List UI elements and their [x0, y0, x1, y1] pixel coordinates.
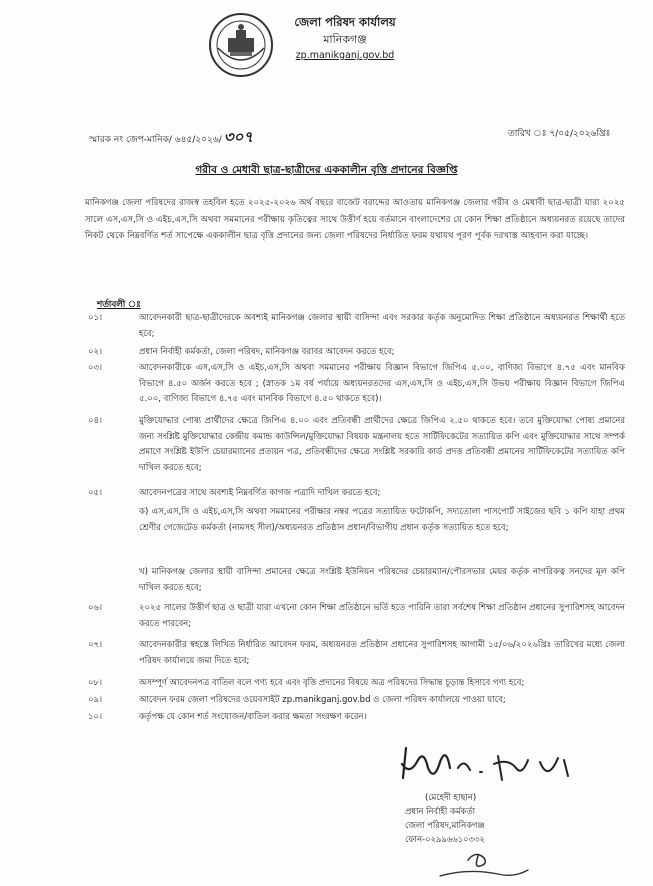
- signatory-office: জেলা পরিষদ,মানিকগঞ্জ: [405, 820, 485, 830]
- attachment-item-ka: ক) এস,এস,সি ও এইচ,এস,সি অথবা সমমানের পরীক্ষার নম্বর পত্রের সত্যায়িত ফটোকপি, সদ্যতোলা পাসপোর্ট সাইজের ছবি ১ কপি যাহা প্রথম শ্রেণীর গেজেটেড কর্মকর্তা (নামসহ সীল)/অধ্যয়নরত প্রতিষ্ঠান প্রধান/বিভাগীয় প্রধান কর্তৃক সত্যায়িত হতে হবে;: [139, 507, 625, 533]
- website-link[interactable]: zp.manikganj.gov.bd: [295, 50, 395, 61]
- condition-text: অসম্পূর্ণ আবেদনপত্র বাতিল বলে গণ্য হবে এবং বৃত্তি প্রদানের বিষয়ে অত্র পরিষদের সিদ্ধান্ত চূড়ান্ত হিসাবে গণ্য হবে;: [139, 678, 525, 688]
- condition-text: আবেদনকারীর স্বহস্তে লিখিত নির্ধারিত আবেদন ফরম, অধ্যয়নরত প্রতিষ্ঠান প্রধানের সুপারিশসহ আগামী ১৫/০৬/২০২৬খ্রিঃ তারিখের মধ্যে জেলা পরিষদ কার্যালয়ে জমা দিতে হবে;: [139, 640, 625, 666]
- signatory-designation: প্রধান নির্বাহী কর্মকর্তা: [405, 806, 476, 816]
- memo-label: স্মারক নং জেপ-মানিক/ ৬৪৫/২০২৬/: [89, 135, 222, 145]
- signature-block: [405, 790, 485, 846]
- condition-number: ০৩।: [88, 363, 103, 373]
- office-name: জেলা পরিষদ কার্যালয়: [294, 15, 396, 29]
- memo-handwritten-number: ৩০৭: [223, 128, 254, 146]
- issue-date: তারিখ ঃ ৭/০৫/২০২৬খ্রিঃ: [508, 129, 611, 139]
- condition-text: মুক্তিযোদ্ধার পোষ্য প্রার্থীদের ক্ষেত্রে জিপিএ ৪.০০ এবং প্রতিবন্ধী প্রার্থীদের ক্ষেত্রে জিপিএ ২.৫০ থাকতে হবে। তবে মুক্তিযোদ্ধা পোষ্য প্রমানের জন্য সংশ্লিষ্ট মুক্তিযোদ্ধার কেন্দ্রীয় কমান্ড কাউন্সিল/মুক্তিযোদ্ধা বিষয়ক মন্ত্রনালয় হতে সার্টিফিকেটের সত্যায়িত কপি এবং মুক্তিযোদ্ধার সাথে সম্পর্ক প্রমাণে সংশ্লিষ্ট ইউপি চেয়ারম্যানের প্রত্যয়ন পত্র, প্রতিবন্ধীদের ক্ষেত্রে সংশ্লিষ্ট সরকারি কার্ড প্রদত্ত প্রতিবন্ধী প্রমানের সার্টিফিকেটের সত্যায়িত কপি দাখিল করতে হবে;: [139, 416, 625, 473]
- condition-number: ০৭।: [88, 640, 103, 650]
- condition-text: ২০২৫ সালের উত্তীর্ণ ছাত্র ও ছাত্রী যারা এখনো কোন শিক্ষা প্রতিষ্ঠানে ভর্তি হতে পারিনি তারা সর্বশেষ শিক্ষা প্রতিষ্ঠান প্রধানের সুপারিশসহ আবেদন করতে পারবেন;: [139, 603, 625, 629]
- signatory-name: (মেহেদী হাছান): [425, 792, 477, 802]
- handwritten-signature: [398, 738, 578, 788]
- condition-number: ০৯।: [88, 695, 103, 705]
- condition-text: কর্তৃপক্ষ যে কোন শর্ত সংযোজন/বাতিল করার ক্ষমতা সংরক্ষণ করেন।: [139, 712, 367, 722]
- condition-number: ০৫।: [88, 488, 103, 498]
- attachment-item-kha: খ) মানিকগঞ্জ জেলার স্থায়ী বাসিন্দা প্রমানের ক্ষেত্রে সংশ্লিষ্ট ইউনিয়ন পরিষদের চেয়ারম্যান/পৌরসভার মেয়র কর্তৃক নাগরিকত্ব সনদের মূল কপি দাখিল করতে হবে;: [139, 567, 625, 593]
- memo-number: [89, 126, 253, 151]
- condition-text: আবেদনপত্রের সাথে অবশ্যই নিম্নবর্ণিত কাগজ পত্রাদি দাখিল করতে হবে;: [139, 488, 381, 498]
- condition-number: ০৪।: [88, 416, 103, 426]
- intro-paragraph: মানিকগঞ্জ জেলা পরিষদের রাজস্ব তহবিল হতে ২০২৫-২০২৬ অর্থ বছরে বাজেট বরাদ্দের আওতায় মানিকগঞ্জ জেলার গরীব ও মেধাবী ছাত্র-ছাত্রী যারা ২০২৫ সালে এস,এস,সি ও এইচ,এস,সি অথবা সমমানের পরীক্ষায় কৃতিত্বের সাথে উত্তীর্ণ হয়ে বর্তমানে বাংলাদেশের যে কোন শিক্ষা প্রতিষ্ঠানে অধ্যয়নরত রয়েছে তাদের নিকট থেকে নিম্নবর্ণিত শর্ত সাপেক্ষে এককালীন ছাত্র বৃত্তি প্রদানের জন্য জেলা পরিষদের নির্ধারিত ফরম যথাযথ পূরণ পূর্বক দরখাস্ত আহবান করা যাচ্ছে।: [85, 198, 625, 241]
- condition-number: ১০।: [88, 712, 103, 722]
- condition-text: আবেদনকারী ছাত্র-ছাত্রীদেরকে অবশ্যই মানিকগঞ্জ জেলার স্থায়ী বাসিন্দা এবং সরকার কর্তৃক অনুমোদিত শিক্ষা প্রতিষ্ঠানে অধ্যয়নরত শিক্ষার্থী হতে হবে;: [139, 313, 625, 339]
- office-header: [270, 14, 420, 64]
- condition-text: আবেদন ফরম জেলা পরিষদের ওয়েবসাইট zp.manikganj.gov.bd ও জেলা পরিষদ কার্যালয়ে পাওয়া যাবে;: [139, 695, 506, 705]
- signatory-phone: ফোন-০২৯৯৬৬১০৩৩২: [405, 834, 485, 844]
- district-name: মানিকগঞ্জ: [323, 33, 367, 46]
- condition-text: আবেদনকারীকে এস,এস,সি ও এইচ,এস,সি অথবা সমমানের পরীক্ষায় বিজ্ঞান বিভাগে জিপিএ ৫.০০, বাণিজ্য বিভাগে ৪.৭৫ এবং মানবিক বিভাগে ৪.৫০ অর্জন করতে হবে ; (স্নাতক ১ম বর্ষ পর্যায়ে অধ্যয়নরতদের এস,এস,সি ও এইচ,এস,সি উভয় পরীক্ষায় বিজ্ঞান বিভাগে জিপিএ ৫.০০, বাণিজ্য বিভাগে ৪.৭৫ এবং মানবিক বিভাগে ৪.৫০ থাকতে হবে)।: [139, 363, 625, 404]
- condition-number: ০৬।: [88, 603, 103, 613]
- notice-subject: [0, 163, 653, 180]
- condition-number: ০২।: [88, 347, 103, 357]
- zila-parishad-seal-logo: [208, 12, 274, 78]
- subject-text: গরীব ও মেধাবী ছাত্র-ছাত্রীদের এককালীন বৃত্তি প্রদানের বিজ্ঞপ্তি: [195, 164, 458, 176]
- initials-with-date-mark: [428, 848, 538, 882]
- condition-text: প্রধান নির্বাহী কর্মকর্তা, জেলা পরিষদ, মানিকগঞ্জ বরাবর আবেদন করতে হবে;: [139, 347, 395, 357]
- condition-number: ০৮।: [88, 678, 103, 688]
- conditions-heading: শর্তাবলী ঃ: [97, 300, 141, 310]
- condition-number: ০১।: [88, 313, 103, 323]
